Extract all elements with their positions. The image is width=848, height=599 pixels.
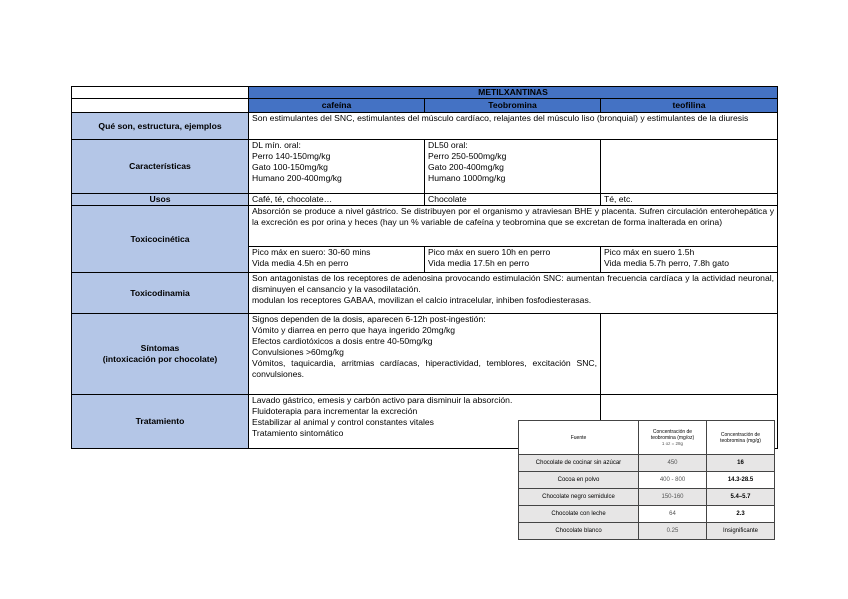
usos-teofilina: Té, etc.	[601, 194, 778, 206]
tratamiento-line: Lavado gástrico, emesis y carbón activo para disminuir la absorción.	[252, 395, 513, 405]
tratamiento-line: Fluidoterapia para incrementar la excreción	[252, 406, 418, 416]
sintomas-label-sub: (intoxicación por chocolate)	[102, 354, 218, 364]
row-label-sintomas	[72, 314, 249, 395]
toxicocinetica-teofilina-line: Vida media 5.7h perro, 7.8h gato	[604, 258, 730, 268]
metilxantinas-table	[71, 86, 778, 449]
inset-fuente: Cocoa en polvo	[519, 472, 639, 489]
inset-teo: Insignificante	[707, 523, 775, 540]
row-label-usos: Usos	[72, 194, 249, 206]
caracteristicas-cafeina-line: DL mín. oral:	[252, 140, 301, 150]
inset-header-conc	[639, 421, 707, 455]
tratamiento-line: Estabilizar al animal y control constantes vitales	[252, 417, 434, 427]
sintomas-line: Vómito y diarrea en perro que haya ingerido 20mg/kg	[252, 325, 456, 335]
row-label-toxicodinamia: Toxicodinamia	[72, 273, 249, 314]
caracteristicas-cafeina	[249, 140, 425, 194]
toxicodinamia-paragraph: Son antagonistas de los receptores de adenosina provocando estimulación SNC: aumentan frecuencia cardíaca y la actividad neuronal, disminuyen el cansancio y la vasodilatación.	[252, 273, 775, 294]
inset-fuente: Chocolate con leche	[519, 506, 639, 523]
inset-row	[519, 523, 775, 540]
sintomas-teofilina	[601, 314, 778, 395]
inset-row	[519, 455, 775, 472]
row-label-que-son: Qué son, estructura, ejemplos	[72, 113, 249, 140]
corner-cell	[72, 99, 249, 113]
caracteristicas-cafeina-line: Gato 100-150mg/kg	[252, 162, 328, 172]
sintomas-text	[249, 314, 601, 395]
inset-conc: 400 - 800	[639, 472, 707, 489]
caracteristicas-cafeina-line: Humano 200-400mg/kg	[252, 173, 342, 183]
sintomas-line: Signos dependen de la dosis, aparecen 6-12h post-ingestión:	[252, 314, 486, 324]
toxicocinetica-teobromina	[425, 247, 601, 273]
inset-row	[519, 489, 775, 506]
toxicocinetica-cafeina-line: Pico máx en suero: 30-60 mins	[252, 247, 371, 257]
tratamiento-line: Tratamiento sintomático	[252, 428, 344, 438]
inset-conc: 64	[639, 506, 707, 523]
inset-conc: 150-160	[639, 489, 707, 506]
inset-row	[519, 472, 775, 489]
inset-fuente: Chocolate de cocinar sin azúcar	[519, 455, 639, 472]
usos-teobromina: Chocolate	[425, 194, 601, 206]
inset-teo: 14.3-28.5	[707, 472, 775, 489]
inset-fuente: Chocolate negro semidulce	[519, 489, 639, 506]
inset-row	[519, 506, 775, 523]
inset-teo: 16	[707, 455, 775, 472]
inset-header-fuente: Fuente	[519, 421, 639, 455]
inset-header-conc-note: 1 oz = 28g	[661, 440, 684, 446]
caracteristicas-teobromina-line: Humano 1000mg/kg	[428, 173, 506, 183]
toxicocinetica-teofilina	[601, 247, 778, 273]
toxicocinetica-text: Absorción se produce a nivel gástrico. Se distribuyen por el organismo y atraviesan BHE y placenta. Sufren circulación enterohepática y la excreción es por orina y heces (hay un % variable de cafeína y teobromina que se excretan de forma inalterada en orina)	[249, 206, 778, 247]
row-label-toxicocinetica: Toxicocinética	[72, 206, 249, 273]
caracteristicas-teofilina	[601, 140, 778, 194]
inset-conc: 0.25	[639, 523, 707, 540]
row-label-tratamiento: Tratamiento	[72, 395, 249, 449]
inset-teo: 5.4–5.7	[707, 489, 775, 506]
inset-teo: 2.3	[707, 506, 775, 523]
toxicocinetica-teofilina-line: Pico máx en suero 1.5h	[604, 247, 695, 257]
table-title: METILXANTINAS	[249, 87, 778, 99]
caracteristicas-teobromina	[425, 140, 601, 194]
row-label-caracteristicas: Características	[72, 140, 249, 194]
column-header-teobromina: Teobromina	[425, 99, 601, 113]
toxicocinetica-teobromina-line: Pico máx en suero 10h en perro	[428, 247, 551, 257]
caracteristicas-cafeina-line: Perro 140-150mg/kg	[252, 151, 331, 161]
sintomas-label: Síntomas	[140, 343, 180, 353]
chocolate-theobromine-table	[518, 420, 775, 540]
inset-header-conc-label: Concentración de teobromina (mg/oz)	[650, 428, 695, 441]
caracteristicas-teobromina-line: Gato 200-400mg/kg	[428, 162, 504, 172]
inset-conc: 450	[639, 455, 707, 472]
que-son-text: Son estimulantes del SNC, estimulantes del músculo cardíaco, relajantes del músculo liso (bronquial) y estimulantes de la diuresis	[249, 113, 778, 140]
inset-header-teo: Concentración de teobromina (mg/g)	[707, 421, 775, 455]
corner-cell-top	[72, 87, 249, 99]
sintomas-line: Vómitos, taquicardia, arritmias cardíacas, hiperactividad, temblores, excitación SNC, convulsiones.	[252, 358, 597, 379]
caracteristicas-teobromina-line: DL50 oral:	[428, 140, 468, 150]
column-header-teofilina: teofilina	[601, 99, 778, 113]
toxicocinetica-teobromina-line: Vida media 17.5h en perro	[428, 258, 530, 268]
toxicocinetica-cafeina-line: Vida media 4.5h en perro	[252, 258, 349, 268]
toxicodinamia-paragraph-2: modulan los receptores GABAA, movilizan el calcio intracelular, inhiben fosfodiesterasas.	[252, 295, 592, 305]
toxicocinetica-cafeina	[249, 247, 425, 273]
sintomas-line: Efectos cardiotóxicos a dosis entre 40-50mg/kg	[252, 336, 433, 346]
column-header-cafeina: cafeína	[249, 99, 425, 113]
usos-cafeina: Café, té, chocolate…	[249, 194, 425, 206]
sintomas-line: Convulsiones >60mg/kg	[252, 347, 344, 357]
toxicodinamia-text	[249, 273, 778, 314]
caracteristicas-teobromina-line: Perro 250-500mg/kg	[428, 151, 507, 161]
inset-fuente: Chocolate blanco	[519, 523, 639, 540]
